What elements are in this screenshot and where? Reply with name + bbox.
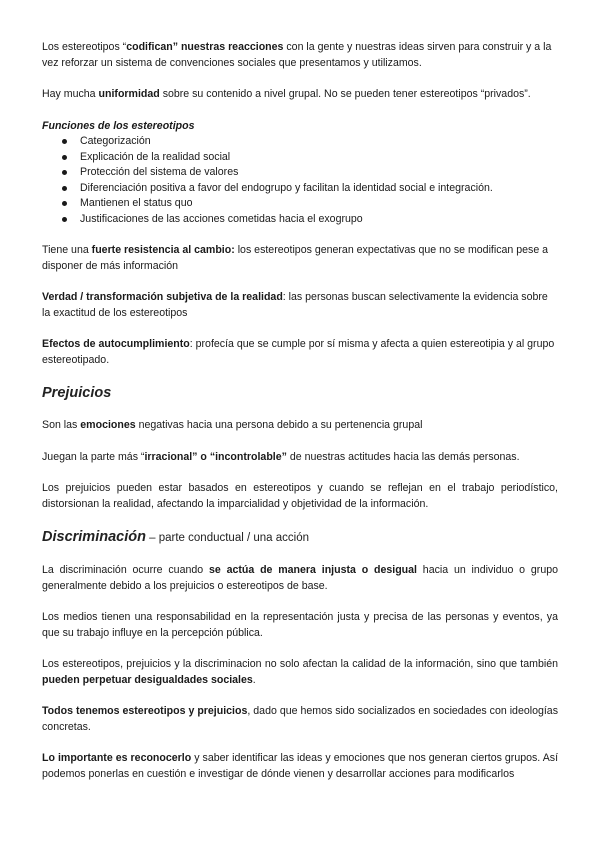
text: con la gente y nuestras ideas sirven para construir y a la vez reforzar un sistema de convenciones sociales que presentamos y utilizamos. (42, 41, 552, 69)
verdad-paragraph (42, 290, 558, 321)
efectos-paragraph (42, 337, 558, 368)
list-item: Justificaciones de las acciones cometidas hacia el exogrupo (80, 212, 558, 228)
document-body (42, 40, 558, 798)
text: . (252, 673, 256, 686)
text: La discriminación ocurre cuando (42, 564, 209, 576)
list-item: Categorización (80, 134, 558, 150)
resistencia-paragraph (42, 243, 558, 274)
bold-text: Verdad / transformación subjetiva de la realidad (42, 291, 283, 303)
bold-text: Todos tenemos estereotipos y prejuicios (42, 705, 248, 717)
funciones-list (42, 134, 558, 227)
intro-paragraph-2 (42, 87, 558, 103)
text: , dado que hemos sido socializados en sociedades con ideologías concretas. (42, 705, 558, 733)
text: : las personas buscan selectivamente la evidencia sobre la exactitud de los estereotipos (42, 291, 548, 319)
text: Juegan la parte más “ (42, 450, 145, 463)
intro-paragraph-1 (42, 40, 558, 71)
list-item: Explicación de la realidad social (80, 150, 558, 166)
discriminacion-paragraph-4 (42, 704, 558, 735)
text: Tiene una (42, 244, 92, 256)
heading-text: Discriminación (42, 529, 146, 545)
bold-text: fuerte resistencia al cambio: (91, 244, 235, 256)
discriminacion-paragraph-5 (42, 751, 558, 782)
list-item: Diferenciación positiva a favor del endogrupo y facilitan la identidad social e integración. (80, 181, 558, 197)
funciones-title: Funciones de los estereotipos (42, 119, 195, 132)
prejuicios-paragraph-1 (42, 418, 558, 434)
text: y saber identificar las ideas y emociones que nos generan ciertos grupos. Así podemos ponerlas en cuestión e investigar de dónde vienen y desarrollar acciones para modificarlos (42, 752, 559, 780)
bold-text: codifican” nuestras reacciones (126, 41, 284, 53)
text: Los estereotipos, prejuicios y la discriminacion no solo afectan la calidad de la información, sino que también (42, 658, 558, 670)
list-item: Protección del sistema de valores (80, 165, 558, 181)
bold-text: uniformidad (98, 88, 160, 100)
text: de nuestras actitudes hacia las demás personas. (286, 450, 520, 463)
text: Hay mucha (42, 88, 99, 100)
bold-text: Efectos de autocumplimiento (42, 338, 190, 350)
prejuicios-heading: Prejuicios (42, 385, 112, 401)
discriminacion-paragraph-3 (42, 657, 558, 688)
text: Los estereotipos “ (42, 41, 127, 53)
discriminacion-paragraph-1 (42, 563, 558, 594)
bold-text: emociones (80, 419, 136, 431)
prejuicios-paragraph-3: Los prejuicios pueden estar basados en estereotipos y cuando se reflejan en el trabajo periodístico, distorsionan la realidad, afectando la imparcialidad y objetividad de la información. (42, 482, 558, 510)
text: hacia un individuo o grupo generalmente debido a los prejuicios o estereotipos de base. (42, 564, 558, 592)
heading-suffix: – parte conductual / una acción (145, 532, 309, 544)
prejuicios-paragraph-2 (42, 450, 558, 466)
text: los estereotipos generan expectativas que no se modifican pese a disponer de más información (42, 244, 549, 272)
bold-text: irracional” o “incontrolable” (144, 450, 287, 463)
text: Son las (42, 419, 81, 431)
discriminacion-paragraph-2: Los medios tienen una responsabilidad en la representación justa y precisa de las personas y eventos, ya que su trabajo influye en la percepción pública. (42, 611, 558, 639)
bold-text: Lo importante es reconocerlo (42, 752, 192, 764)
bold-text: se actúa de manera injusta o desigual (208, 564, 417, 576)
text: negativas hacia una persona debido a su pertenencia grupal (135, 419, 423, 431)
text: sobre su contenido a nivel grupal. No se pueden tener estereotipos “privados”. (159, 88, 531, 100)
text: : profecía que se cumple por sí misma y afecta a quien estereotipia y al grupo estereotipado. (42, 338, 555, 366)
list-item: Mantienen el status quo (80, 196, 558, 212)
bold-text: pueden perpetuar desigualdades sociales (42, 673, 253, 686)
discriminacion-heading (42, 528, 558, 547)
